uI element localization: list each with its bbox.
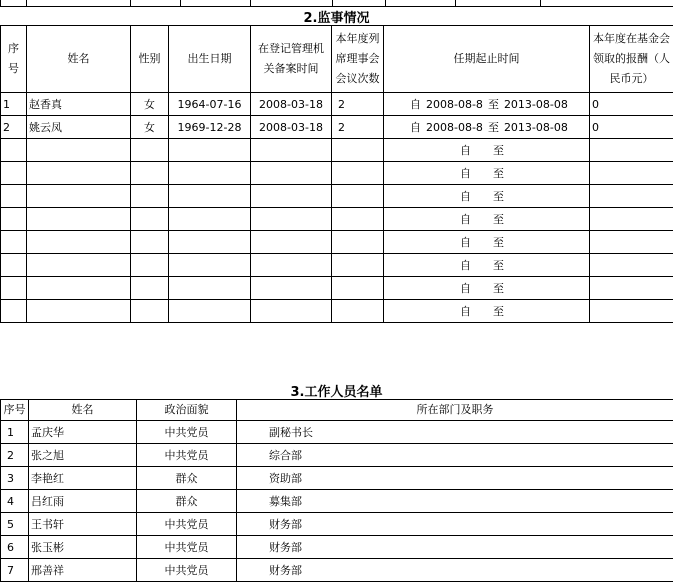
- term-to-label: 至: [493, 189, 504, 203]
- cell-index: 2: [1, 116, 27, 139]
- cell-gender: [131, 231, 169, 254]
- term-from-label: 自: [460, 281, 471, 295]
- cell-filing: [251, 254, 332, 277]
- cell-pay: [590, 277, 673, 300]
- cell-filing: [251, 139, 332, 162]
- section-title-staff: 3.工作人员名单: [290, 385, 383, 400]
- cell-filing: [251, 300, 332, 323]
- cell-pay: [590, 208, 673, 231]
- cell-name: 张玉彬: [29, 536, 137, 559]
- cell-dept: 财务部: [237, 536, 673, 559]
- cell-pay: [590, 254, 673, 277]
- cell-birth: [169, 254, 251, 277]
- cell-index: 6: [1, 536, 29, 559]
- cell-filing: [251, 162, 332, 185]
- supervisor-row: [1, 300, 673, 323]
- term-from-label: 自: [410, 97, 421, 111]
- previous-table-remnant: [0, 0, 673, 7]
- cell-name: 王书轩: [29, 513, 137, 536]
- cell-term: [384, 300, 590, 323]
- section-title-supervisors: 2.监事情况: [303, 11, 370, 26]
- header-gender: 性别: [131, 26, 169, 93]
- cell-name: 李艳红: [29, 467, 137, 490]
- supervisor-row: [1, 231, 673, 254]
- header-index: 序号: [1, 26, 27, 93]
- cell-index: [1, 139, 27, 162]
- term-from-label: 自: [460, 304, 471, 318]
- cell-birth: 1969-12-28: [169, 116, 251, 139]
- term-from-label: 自: [460, 212, 471, 226]
- cell-index: 4: [1, 490, 29, 513]
- cell-name: 赵香真: [27, 93, 131, 116]
- supervisor-row: [1, 139, 673, 162]
- cell-birth: [169, 208, 251, 231]
- cell-birth: [169, 300, 251, 323]
- cell-pay: 0: [590, 116, 673, 139]
- cell-term: [384, 208, 590, 231]
- cell-gender: [131, 300, 169, 323]
- cell-politics: 中共党员: [137, 536, 237, 559]
- cell-term: [384, 93, 590, 116]
- cell-meetings: [332, 231, 384, 254]
- cell-pay: [590, 185, 673, 208]
- cell-index: [1, 162, 27, 185]
- cell-name: [27, 231, 131, 254]
- cell-gender: [131, 139, 169, 162]
- term-to-label: 至: [493, 304, 504, 318]
- cell-politics: 中共党员: [137, 421, 237, 444]
- header-politics: 政治面貌: [137, 400, 237, 421]
- supervisor-row: [1, 277, 673, 300]
- term-from-label: 自: [460, 258, 471, 272]
- cell-filing: 2008-03-18: [251, 93, 332, 116]
- cell-term: [384, 185, 590, 208]
- cell-name: [27, 185, 131, 208]
- cell-index: [1, 277, 27, 300]
- cell-index: 1: [1, 421, 29, 444]
- cell-index: [1, 254, 27, 277]
- header-pay: 本年度在基金会领取的报酬（人民币元）: [590, 26, 673, 93]
- cell-filing: [251, 185, 332, 208]
- cell-index: [1, 300, 27, 323]
- staff-row: [1, 559, 673, 582]
- cell-name: [27, 300, 131, 323]
- cell-index: 1: [1, 93, 27, 116]
- cell-gender: [131, 208, 169, 231]
- cell-pay: 0: [590, 93, 673, 116]
- cell-term: [384, 162, 590, 185]
- header-name: 姓名: [27, 26, 131, 93]
- cell-gender: [131, 277, 169, 300]
- cell-birth: [169, 139, 251, 162]
- term-from-label: 自: [460, 189, 471, 203]
- term-to-label: 至: [493, 212, 504, 226]
- term-from-label: 自: [410, 120, 421, 134]
- cell-meetings: [332, 254, 384, 277]
- cell-pay: [590, 139, 673, 162]
- staff-row: [1, 421, 673, 444]
- supervisor-row: [1, 116, 673, 139]
- header-dept: 所在部门及职务: [237, 400, 673, 421]
- header-index: 序号: [1, 400, 29, 421]
- cell-gender: 女: [131, 116, 169, 139]
- cell-name: [27, 139, 131, 162]
- term-to-label: 至: [493, 143, 504, 157]
- cell-politics: 群众: [137, 490, 237, 513]
- cell-birth: [169, 185, 251, 208]
- cell-meetings: [332, 208, 384, 231]
- cell-meetings: 2: [332, 116, 384, 139]
- term-from-label: 自: [460, 235, 471, 249]
- header-name: 姓名: [29, 400, 137, 421]
- cell-name: [27, 162, 131, 185]
- cell-term: [384, 277, 590, 300]
- cell-gender: [131, 185, 169, 208]
- cell-meetings: [332, 185, 384, 208]
- term-to-label: 至: [493, 258, 504, 272]
- cell-name: 吕红雨: [29, 490, 137, 513]
- cell-politics: 中共党员: [137, 559, 237, 582]
- supervisor-row: [1, 162, 673, 185]
- term-from: 2008-08-8: [426, 120, 483, 134]
- cell-term: [384, 231, 590, 254]
- cell-birth: [169, 162, 251, 185]
- supervisors-table: [0, 25, 673, 323]
- cell-gender: [131, 162, 169, 185]
- cell-dept: 财务部: [237, 559, 673, 582]
- staff-row: [1, 513, 673, 536]
- staff-header-row: [1, 400, 673, 421]
- term-from-label: 自: [460, 166, 471, 180]
- cell-term: [384, 116, 590, 139]
- cell-dept: 资助部: [237, 467, 673, 490]
- supervisor-row: [1, 93, 673, 116]
- supervisor-row: [1, 185, 673, 208]
- cell-filing: [251, 208, 332, 231]
- term-to-label: 至: [487, 120, 499, 134]
- cell-name: [27, 208, 131, 231]
- cell-filing: 2008-03-18: [251, 116, 332, 139]
- cell-dept: 财务部: [237, 513, 673, 536]
- cell-index: [1, 231, 27, 254]
- cell-filing: [251, 231, 332, 254]
- cell-gender: 女: [131, 93, 169, 116]
- cell-birth: 1964-07-16: [169, 93, 251, 116]
- cell-meetings: [332, 139, 384, 162]
- supervisor-row: [1, 208, 673, 231]
- cell-meetings: [332, 277, 384, 300]
- cell-birth: [169, 277, 251, 300]
- cell-index: [1, 185, 27, 208]
- cell-politics: 群众: [137, 467, 237, 490]
- cell-index: 2: [1, 444, 29, 467]
- cell-pay: [590, 162, 673, 185]
- cell-politics: 中共党员: [137, 444, 237, 467]
- staff-row: [1, 490, 673, 513]
- cell-index: [1, 208, 27, 231]
- supervisor-row: [1, 254, 673, 277]
- cell-pay: [590, 231, 673, 254]
- cell-name: 孟庆华: [29, 421, 137, 444]
- cell-gender: [131, 254, 169, 277]
- staff-row: [1, 467, 673, 490]
- term-to: 2013-08-08: [503, 120, 568, 134]
- cell-index: 3: [1, 467, 29, 490]
- header-filing: 在登记管理机关备案时间: [251, 26, 332, 93]
- cell-name: 邢善祥: [29, 559, 137, 582]
- term-from: 2008-08-8: [426, 97, 483, 111]
- term-to-label: 至: [493, 281, 504, 295]
- cell-index: 5: [1, 513, 29, 536]
- staff-row: [1, 536, 673, 559]
- cell-meetings: [332, 300, 384, 323]
- cell-name: 姚云凤: [27, 116, 131, 139]
- supervisors-header-row: [1, 26, 673, 93]
- header-birth: 出生日期: [169, 26, 251, 93]
- cell-filing: [251, 277, 332, 300]
- cell-term: [384, 139, 590, 162]
- term-to-label: 至: [493, 235, 504, 249]
- cell-index: 7: [1, 559, 29, 582]
- cell-name: 张之旭: [29, 444, 137, 467]
- term-from-label: 自: [460, 143, 471, 157]
- cell-politics: 中共党员: [137, 513, 237, 536]
- header-term: 任期起止时间: [384, 26, 590, 93]
- term-to: 2013-08-08: [503, 97, 568, 111]
- cell-birth: [169, 231, 251, 254]
- term-to-label: 至: [493, 166, 504, 180]
- header-meetings: 本年度列席理事会会议次数: [332, 26, 384, 93]
- cell-name: [27, 254, 131, 277]
- cell-dept: 募集部: [237, 490, 673, 513]
- cell-term: [384, 254, 590, 277]
- staff-table: [0, 399, 673, 582]
- cell-name: [27, 277, 131, 300]
- staff-row: [1, 444, 673, 467]
- cell-meetings: [332, 162, 384, 185]
- cell-dept: 副秘书长: [237, 421, 673, 444]
- cell-meetings: 2: [332, 93, 384, 116]
- term-to-label: 至: [487, 97, 499, 111]
- cell-pay: [590, 300, 673, 323]
- cell-dept: 综合部: [237, 444, 673, 467]
